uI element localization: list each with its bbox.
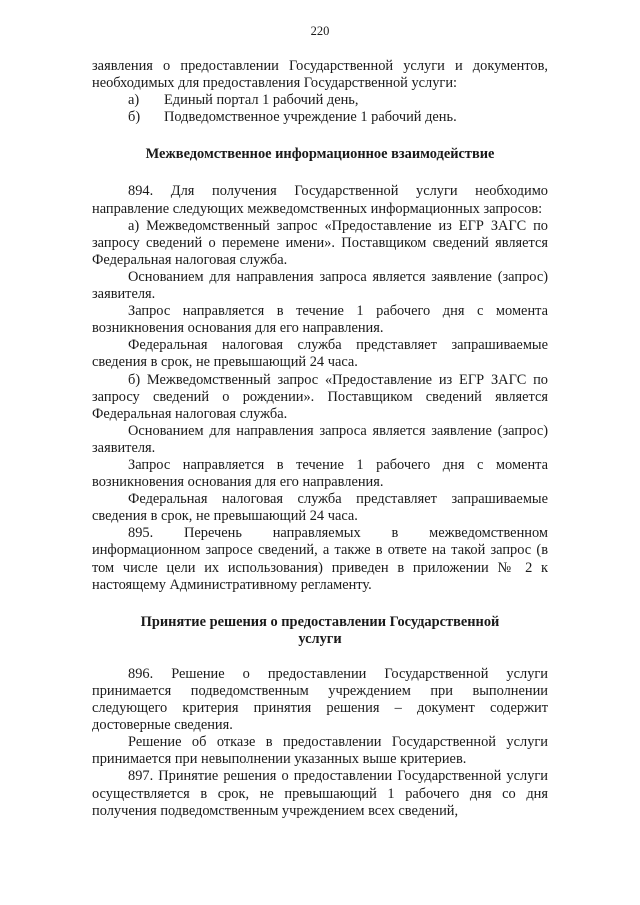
request-a-basis: Основанием для направления запроса является заявление (запрос) заявителя.	[92, 268, 548, 303]
paragraph-897: 897. Принятие решения о предоставлении Государственной услуги осуществляется в срок, не превышающий 1 рабочего дня со дня получения подведомственным учреждением всех сведений,	[92, 768, 548, 819]
request-a-timing: Запрос направляется в течение 1 рабочего дня с момента возникновения основания для его направления.	[92, 303, 548, 337]
paragraph-894: 894. Для получения Государственной услуги необходимо направление следующих межведомственных информационных запросов:	[92, 183, 548, 217]
intro-item-b-text: Подведомственное учреждение 1 рабочий день.	[164, 109, 457, 126]
section2-heading-line1: Принятие решения о предоставлении Государственной	[140, 613, 500, 630]
request-b-basis: Основанием для направления запроса является заявление (запрос) заявителя.	[92, 422, 548, 456]
paragraph-895: 895. Перечень направляемых в межведомственном информационном запросе сведений, а также в ответе на такой запрос (в том числе цели их использования) приведен в приложении № 2 к настоящему Административному регламенту.	[92, 525, 548, 593]
paragraph-896-refusal: Решение об отказе в предоставлении Государственной услуги принимается при невыполнении указанных выше критериев.	[92, 734, 548, 768]
intro-item-a	[92, 92, 548, 109]
request-b-timing: Запрос направляется в течение 1 рабочего дня с момента возникновения основания для его направления.	[92, 456, 548, 491]
intro-item-b	[92, 109, 548, 126]
intro-paragraph: заявления о предоставлении Государственной услуги и документов, необходимых для предоставления Государственной услуги:	[92, 58, 548, 92]
section1-heading-block	[92, 146, 548, 163]
request-b-provider: Федеральная налоговая служба представляет запрашиваемые сведения в срок, не превышающий 24 часа.	[92, 491, 548, 525]
intro-item-b-marker: б)	[128, 109, 141, 126]
document-page	[92, 24, 548, 820]
section1-heading: Межведомственное информационное взаимодействие	[145, 146, 495, 163]
page-number: 220	[310, 24, 330, 38]
paragraph-896: 896. Решение о предоставлении Государственной услуги принимается подведомственным учреждением при выполнении следующего критерия принятия решения – документ содержит достоверные сведения.	[92, 665, 548, 734]
section2-heading-block	[92, 614, 548, 648]
section2-heading	[92, 614, 548, 648]
request-b-paragraph: б) Межведомственный запрос «Предоставление из ЕГР ЗАГС по запросу сведений о рождении». Поставщиком сведений является Федеральная налоговая служба.	[92, 371, 548, 422]
section2-heading-line2: услуги	[298, 630, 342, 647]
intro-item-a-marker: а)	[128, 92, 140, 109]
request-a-provider: Федеральная налоговая служба представляет запрашиваемые сведения в срок, не превышающий 24 часа.	[92, 337, 548, 371]
request-a-paragraph: а) Межведомственный запрос «Предоставление из ЕГР ЗАГС по запросу сведений о перемене имени». Поставщиком сведений является Федеральная налоговая служба.	[92, 217, 548, 268]
intro-item-a-text: Единый портал 1 рабочий день,	[164, 92, 359, 109]
